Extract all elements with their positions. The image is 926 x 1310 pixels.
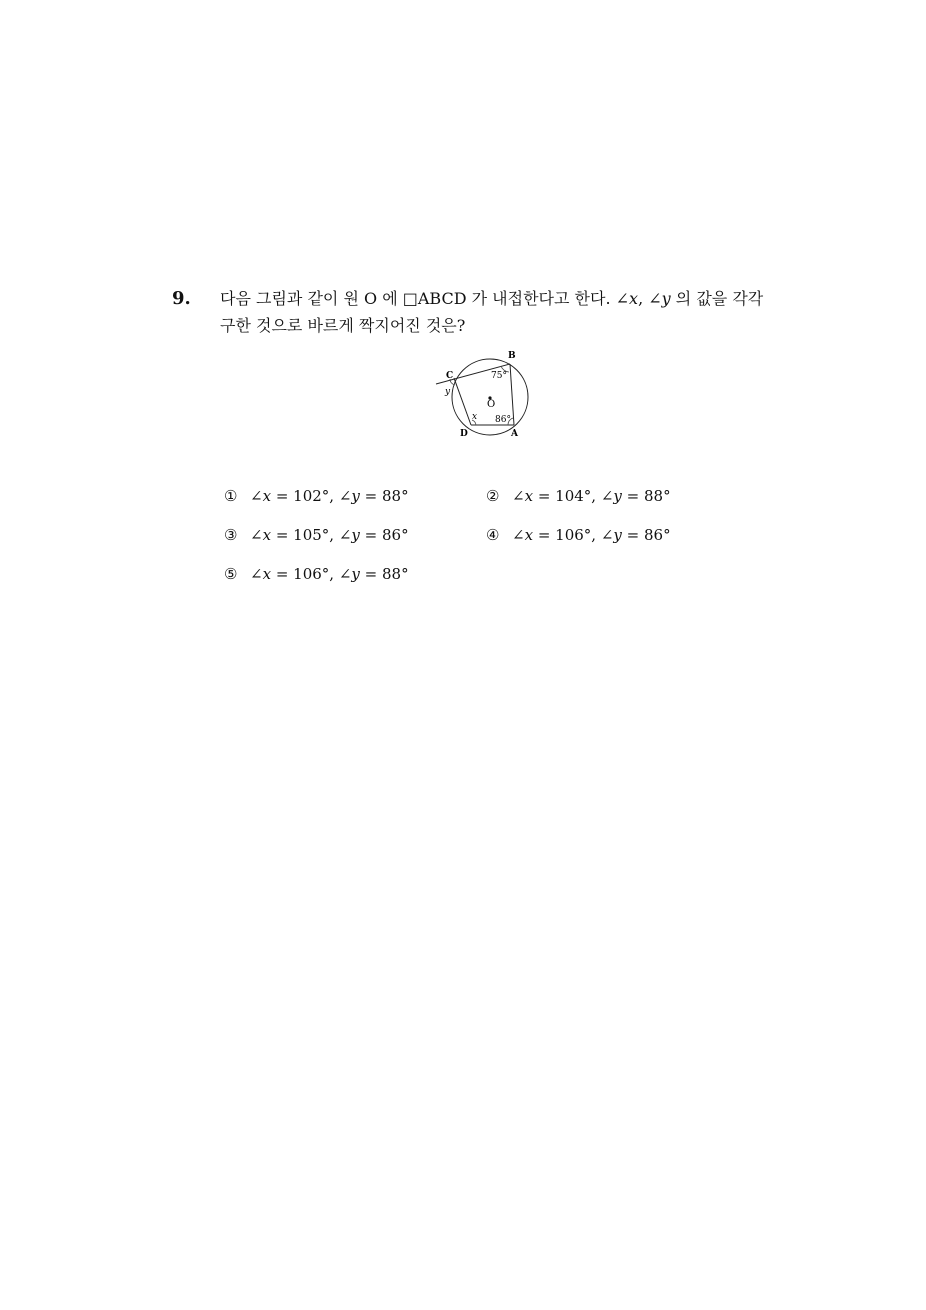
- label-c: C: [446, 371, 454, 381]
- inscribed-quadrilateral-figure: [430, 345, 565, 440]
- angle-label-x: x: [472, 412, 478, 422]
- choice-3[interactable]: ③ ∠x = 105°, ∠y = 86°: [224, 526, 409, 544]
- choice-2[interactable]: ② ∠x = 104°, ∠y = 88°: [486, 487, 671, 505]
- angle-label-y: y: [445, 387, 451, 397]
- choice-1[interactable]: ① ∠x = 102°, ∠y = 88°: [224, 487, 409, 505]
- label-a: A: [511, 429, 518, 439]
- choice-5[interactable]: ⑤ ∠x = 106°, ∠y = 88°: [224, 565, 409, 583]
- question-text-line1: 다음 그림과 같이 원 O 에 □ABCD 가 내접한다고 한다. ∠x, ∠y 의 값을 각각: [220, 289, 764, 308]
- label-b: B: [508, 351, 516, 361]
- choice-4[interactable]: ④ ∠x = 106°, ∠y = 86°: [486, 526, 671, 544]
- angle-label-b: 75°: [491, 371, 507, 381]
- question-number: 9.: [172, 288, 191, 309]
- question-text-line2: 구한 것으로 바르게 짝지어진 것은?: [220, 316, 466, 335]
- angle-label-a: 86°: [495, 415, 511, 425]
- label-o: O: [487, 399, 496, 410]
- label-d: D: [460, 429, 468, 439]
- side-dc: [454, 378, 471, 425]
